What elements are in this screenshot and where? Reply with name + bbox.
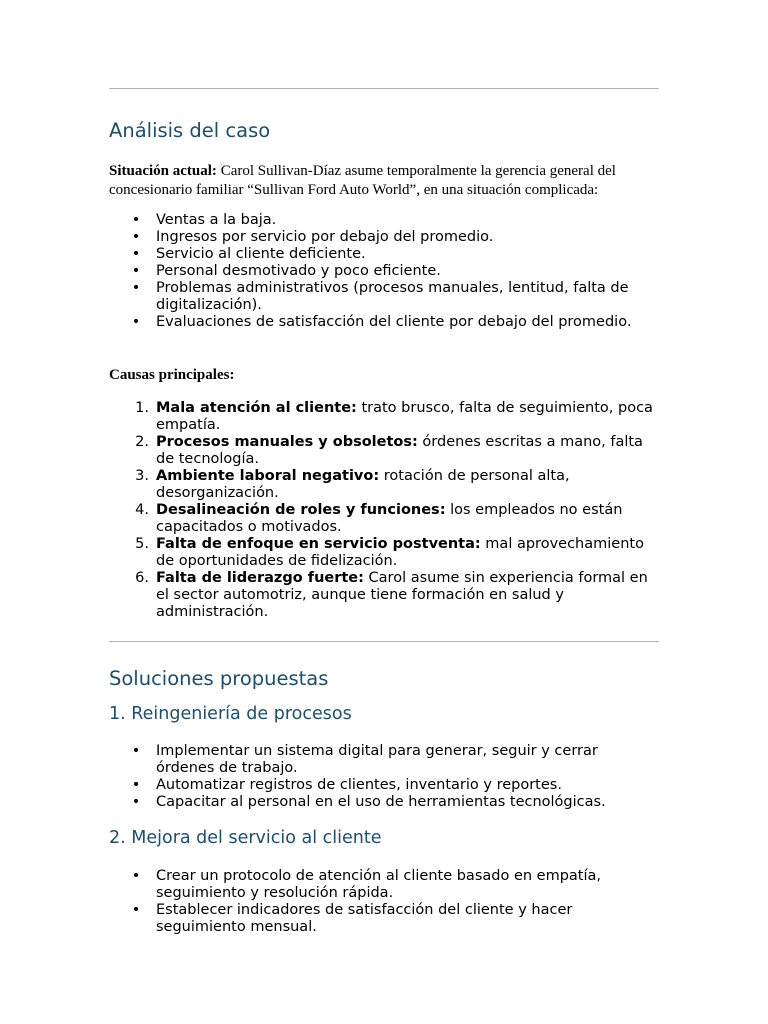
list-item	[109, 570, 659, 621]
bullet-marker: •	[131, 902, 141, 918]
bullet-marker: •	[131, 246, 141, 262]
list-item	[109, 743, 659, 777]
list-number: 3.	[135, 468, 149, 484]
list-item	[109, 468, 659, 502]
list-item-text: Crear un protocolo de atención al cliente basado en empatía, seguimiento y resolución rápida.	[156, 868, 602, 901]
list-item	[109, 502, 659, 536]
bullet-marker: •	[131, 314, 141, 330]
causas-numbered-list	[109, 400, 659, 621]
list-number: 5.	[135, 536, 149, 552]
list-item	[109, 400, 659, 434]
situacion-paragraph	[109, 162, 649, 200]
list-item-text: rotación de personal alta, desorganización.	[156, 468, 570, 501]
bullet-marker: •	[131, 777, 141, 793]
list-item-bold: Falta de enfoque en servicio postventa:	[156, 536, 481, 552]
bullet-marker: •	[131, 868, 141, 884]
list-item	[109, 263, 659, 280]
list-number: 2.	[135, 434, 149, 450]
list-item-text: Ingresos por servicio por debajo del promedio.	[156, 229, 494, 245]
list-item	[109, 280, 659, 314]
list-item-text: Capacitar al personal en el uso de herramientas tecnológicas.	[156, 794, 606, 810]
list-item-text: los empleados no están capacitados o motivados.	[156, 502, 623, 535]
section-title-soluciones: Soluciones propuestas	[109, 667, 329, 690]
list-number: 1.	[135, 400, 149, 416]
list-item-bold: Procesos manuales y obsoletos:	[156, 434, 418, 450]
situacion-text: Carol Sullivan-Díaz asume temporalmente la gerencia general del concesionario familiar “Sullivan Ford Auto World”, en una situación complicada:	[109, 163, 616, 198]
list-item-bold: Ambiente laboral negativo:	[156, 468, 380, 484]
bullet-marker: •	[131, 212, 141, 228]
reingenieria-bullet-list	[109, 743, 659, 811]
situacion-bullet-list	[109, 212, 659, 331]
causas-heading	[109, 366, 649, 385]
list-item	[109, 902, 659, 936]
list-item-bold: Mala atención al cliente:	[156, 400, 357, 416]
bullet-marker: •	[131, 229, 141, 245]
list-item-text: Evaluaciones de satisfacción del cliente por debajo del promedio.	[156, 314, 632, 330]
subsection-title-reingenieria: 1. Reingeniería de procesos	[109, 704, 352, 724]
situacion-label: Situación actual:	[109, 163, 217, 179]
list-item-text: Carol asume sin experiencia formal en el sector automotriz, aunque tiene formación en salud y administración.	[156, 570, 648, 620]
subsection-title-servicio: 2. Mejora del servicio al cliente	[109, 828, 382, 848]
bullet-marker: •	[131, 280, 141, 296]
list-item	[109, 536, 659, 570]
list-item	[109, 314, 659, 331]
list-item-text: Servicio al cliente deficiente.	[156, 246, 366, 262]
section-divider	[109, 641, 659, 642]
list-item-text: trato brusco, falta de seguimiento, poca empatía.	[156, 400, 653, 433]
list-item	[109, 246, 659, 263]
list-item-text: Problemas administrativos (procesos manuales, lentitud, falta de digitalización).	[156, 280, 629, 313]
list-item-bold: Desalineación de roles y funciones:	[156, 502, 446, 518]
list-item-text: mal aprovechamiento de oportunidades de fidelización.	[156, 536, 644, 569]
bullet-marker: •	[131, 743, 141, 759]
list-item	[109, 434, 659, 468]
list-item	[109, 229, 659, 246]
list-item-text: Automatizar registros de clientes, inventario y reportes.	[156, 777, 562, 793]
list-item	[109, 868, 659, 902]
list-item-text: Ventas a la baja.	[156, 212, 277, 228]
list-item	[109, 794, 659, 811]
servicio-bullet-list	[109, 868, 659, 936]
list-item	[109, 212, 659, 229]
list-item-text: Establecer indicadores de satisfacción del cliente y hacer seguimiento mensual.	[156, 902, 573, 935]
list-number: 6.	[135, 570, 149, 586]
top-divider	[109, 88, 659, 89]
list-item-bold: Falta de liderazgo fuerte:	[156, 570, 364, 586]
causas-label: Causas principales:	[109, 367, 235, 383]
section-title-analisis: Análisis del caso	[109, 119, 271, 142]
list-item-text: Personal desmotivado y poco eficiente.	[156, 263, 441, 279]
list-item-text: órdenes escritas a mano, falta de tecnología.	[156, 434, 643, 467]
list-item-text: Implementar un sistema digital para generar, seguir y cerrar órdenes de trabajo.	[156, 743, 598, 776]
list-number: 4.	[135, 502, 149, 518]
list-item	[109, 777, 659, 794]
bullet-marker: •	[131, 263, 141, 279]
bullet-marker: •	[131, 794, 141, 810]
